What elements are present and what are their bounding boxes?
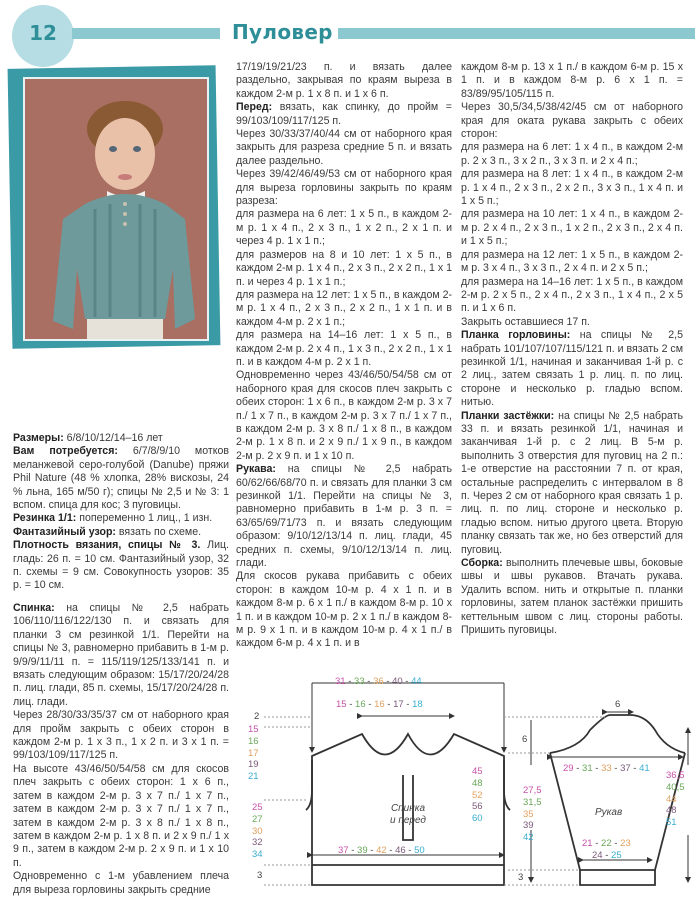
size-value: 56 xyxy=(472,801,483,813)
size-value: 42 xyxy=(376,845,387,856)
separator: - xyxy=(367,845,377,856)
fancy-pattern-label: Фантазийный узор: xyxy=(13,525,116,538)
size-value: 46 xyxy=(395,845,406,856)
size-value: 36 xyxy=(373,676,384,687)
shoulder-drop-value: 2 xyxy=(254,711,260,722)
front-label: Перед: xyxy=(236,101,273,114)
size-value: 44 xyxy=(411,676,422,687)
size-value: 24 xyxy=(592,850,603,861)
size-value: 27,5 xyxy=(523,785,542,796)
sleeves-text: на спицы № 2,5 набрать 60/62/66/68/70 п. и связать для планки 3 см резинкой 1/1. Перейти на спицы № 3, равномерно прибавить в 1-м р. 3 п. = 63/65/69/71/73 п. и вязать следующим образом: 9/10/12/13/14 п. лиц. глади, 45 средних п. схемы, 9/10/12/13/14 п. лиц. глади. xyxy=(236,463,452,570)
placket-label: Планки застёжки: xyxy=(461,409,555,422)
rib-label: Резинка 1/1: xyxy=(13,512,77,525)
size-value: 34 xyxy=(252,849,263,861)
size-value: 21 xyxy=(248,771,259,783)
size-value: 23 xyxy=(620,838,631,849)
neckband-label: Планка горловины: xyxy=(461,329,571,342)
body-rib-value: 3 xyxy=(257,870,263,881)
size-value: 39 xyxy=(357,845,368,856)
side-length-values xyxy=(252,802,263,861)
size-value: 39 xyxy=(523,820,534,832)
size-value: 17 xyxy=(248,747,259,759)
separator: - xyxy=(602,850,612,861)
schematic-lines xyxy=(240,670,695,905)
size-value: 30 xyxy=(252,825,263,837)
gauge-label: Плотность вязания, спицы № 3. xyxy=(13,539,201,552)
size-value: 37 xyxy=(338,845,349,856)
cap-size12-text: для размера на 12 лет: 1 х 5 п., в каждом 2-м р. 3 х 4 п., 3 х 3 п., 2 х 4 п. и 2 х 5 п.; xyxy=(461,248,683,275)
cap-size10-text: для размера на 10 лет: 1 х 4 п., в каждом 2-м р. 2 х 4 п., 2 х 3 п., 1 х 2 п., 2 х 3 п., 2 х 4 п. и 1 х 5 п.; xyxy=(461,208,683,248)
size-value: 31,5 xyxy=(523,796,542,808)
body-top-width xyxy=(335,676,422,688)
separator: - xyxy=(630,763,640,774)
size-value: 35 xyxy=(523,808,534,820)
separator: - xyxy=(345,676,355,687)
separator: - xyxy=(384,699,394,710)
size-value: 15 xyxy=(248,724,259,735)
header-bar-right xyxy=(338,28,695,39)
separator: - xyxy=(346,699,356,710)
size-value: 27 xyxy=(252,813,263,825)
back-armhole-text: Через 28/30/33/35/37 см от наборного края для пройм закрыть с обеих сторон в каждом 2-м р. 1 х 3 п., 1 х 2 п. и 3 х 1 п. = 99/103/109/117/125 п. xyxy=(13,709,229,762)
total-length-values xyxy=(472,766,483,825)
separator: - xyxy=(402,676,412,687)
schematic-diagram xyxy=(240,670,695,905)
separator: - xyxy=(405,845,415,856)
assembly-label: Сборка: xyxy=(461,557,503,570)
back-section xyxy=(13,602,229,897)
size-value: 37 xyxy=(620,763,631,774)
size-value: 15 xyxy=(336,699,347,710)
neckband-text: на спицы № 2,5 набрать 101/107/107/115/121 п. и вязать 2 см резинкой 1/1, начиная и заканчивая 1-й р. с 2 лиц., затем связать 1 р. лиц. п. по лиц. стороне и несколько р. гладью вспом. нитью. xyxy=(461,329,683,409)
size-value: 48 xyxy=(666,805,677,817)
size-value: 41 xyxy=(639,763,650,774)
front-sleeve-section xyxy=(236,61,452,651)
sizes-label: Размеры: xyxy=(13,432,64,444)
size-value: 51 xyxy=(666,817,677,829)
size-value: 29 xyxy=(563,763,574,774)
separator: - xyxy=(386,845,396,856)
separator: - xyxy=(348,845,358,856)
size-value: 25 xyxy=(252,802,263,813)
size-value: 48 xyxy=(472,777,483,789)
size-value: 52 xyxy=(472,789,483,801)
armhole-depth-values xyxy=(248,724,259,783)
front-neck-text: Через 39/42/46/49/53 см от наборного края для выреза горловины закрыть по краям разреза: xyxy=(236,168,452,208)
size-value: 16 xyxy=(248,735,259,747)
size-value: 42 xyxy=(523,832,534,844)
size-value: 17 xyxy=(393,699,404,710)
separator: - xyxy=(592,838,602,849)
cap-size14-16-text: для размера на 14–16 лет: 1 х 5 п., в каждом 2-м р. 2 х 5 п., 2 х 4 п., 2 х 3 п., 1 х 4 п., 2 х 5 п. и 1 х 6 п. xyxy=(461,275,683,315)
size-value: 33 xyxy=(601,763,612,774)
size-value: 40,5 xyxy=(666,781,685,793)
materials-label: Вам потребуется: xyxy=(13,445,118,458)
body-label-line2: и перед xyxy=(390,814,426,826)
sleeve-increase-continued: каждом 8-м р. 13 х 1 п./ в каждом 6-м р. 15 х 1 п. и в каждом 8-м р. 6 х 1 п. = 83/89/95/105/115 п. xyxy=(461,61,683,100)
size-value: 25 xyxy=(611,850,622,861)
materials-section xyxy=(13,432,229,593)
back-neck-text: Одновременно с 1-м убавлением плеча для выреза горловины закрыть средние xyxy=(13,870,229,896)
sleeves-label: Рукава: xyxy=(236,463,276,476)
size-value: 50 xyxy=(414,845,425,856)
size-value: 45 xyxy=(472,766,483,777)
sizes-text: 6/8/10/12/14–16 лет xyxy=(63,432,163,444)
separator: - xyxy=(573,763,583,774)
rib-text: попеременно 1 лиц., 1 изн. xyxy=(76,512,213,525)
size-value: 32 xyxy=(252,837,263,849)
separator: - xyxy=(592,763,602,774)
size-value: 36,5 xyxy=(666,770,685,781)
separator: - xyxy=(365,699,375,710)
photo-image xyxy=(23,77,209,341)
body-label-line1: Спинка xyxy=(390,803,426,814)
sleeve-to-cap-values xyxy=(523,785,542,844)
back-text: на спицы № 2,5 набрать 106/110/116/122/130 п. и связать для планки 3 см резинкой 1/1. Перейти на спицы № 3, равномерно прибавить в 1-м р. 9/9/9/11/11 п. = 115/119/125/133/141 п. и вязать следующим образом: 15/17/20/24/28 п. лиц. глади, 85 п. схемы, 15/17/20/24/28 п. лиц. глади. xyxy=(13,602,229,708)
sleeve-length-values xyxy=(666,770,685,829)
sleeve-cap-height-value: 6 xyxy=(522,734,528,745)
body-neck-width xyxy=(336,699,423,711)
separator: - xyxy=(364,676,374,687)
sleeve-upper-width xyxy=(563,763,650,775)
sleeve-cuff-width-1 xyxy=(582,838,631,850)
size-value: 44 xyxy=(666,793,677,805)
front-slit-text: Через 30/33/37/40/44 см от наборного края закрыть для разреза средние 5 п. и вязать далее раздельно. xyxy=(236,128,452,167)
front-text: вязать, как спинку, до пройм = 99/103/109/117/125 п. xyxy=(236,101,452,127)
back-label: Спинка: xyxy=(13,602,55,614)
body-piece-label xyxy=(368,803,448,827)
front-shoulder-text: Одновременно через 43/46/50/54/58 см от наборного края для скосов плеч закрыть с обеих сторон: 1 х 6 п., в каждом 2-м р. 3 х 7 п./ 1 х 7 п., в каждом 2-м р. 3 х 7 п./ 1 х 7 п., в каждом 2-м р. 3 х 8 п./ 1 х 8 п., в каждом 2-м р. 1 х 8 п. и 2 х 9 п./ 1 х 9 п., в каждом 2-м р. 2 х 9 п. и 1 х 10 п. xyxy=(236,369,452,462)
assembly-text: выполнить плечевые швы, боковые швы и швы рукавов. Втачать рукава. Удалить вспом. нить и открытые п. планки горловины, затем планок застёжки пришить кеттельным швом с лиц. стороны работы. Пришить пуговицы. xyxy=(461,557,683,637)
size-value: 19 xyxy=(248,759,259,771)
size-value: 31 xyxy=(582,763,593,774)
bind-off-text: Закрыть оставшиеся 17 п. xyxy=(461,315,590,328)
size-value: 16 xyxy=(374,699,385,710)
sleeve-piece-label: Рукав xyxy=(595,807,623,818)
front-size8-10-text: для размеров на 8 и 10 лет: 1 х 5 п., в каждом 2-м р. 1 х 4 п., 2 х 3 п., 2 х 2 п., 1 х 1 п. и через 4 р. 1 х 1 п.; xyxy=(236,248,452,288)
front-size6-text: для размера на 6 лет: 1 х 5 п., в каждом 2-м р. 1 х 4 п., 2 х 3 п., 1 х 2 п., 2 х 1 п. и через 4 р. 1 х 1 п.; xyxy=(236,208,452,248)
separator: - xyxy=(611,763,621,774)
body-bottom-width xyxy=(338,845,425,857)
size-value: 33 xyxy=(354,676,365,687)
size-value: 21 xyxy=(582,838,593,849)
size-value: 22 xyxy=(601,838,612,849)
front-size14-16-text: для размера на 14–16 лет: 1 х 5 п., в каждом 2-м р. 2 х 4 п., 1 х 3 п., 2 х 2 п., 1 х 1 п. и в каждом 4-м р. 2 х 1 п. xyxy=(236,329,452,368)
page-title: Пуловер xyxy=(232,20,333,44)
cap-size8-text: для размера на 8 лет: 1 х 4 п., в каждом 2-м р. 1 х 4 п., 2 х 3 п., 2 х 2 п., 3 х 3 п., 1 х 4 п. и 1 х 5 п.; xyxy=(461,168,683,208)
cap-size6-text: для размера на 6 лет: 1 х 4 п., в каждом 2-м р. 2 х 3 п., 3 х 2 п., 3 х 3 п. и 2 х 4 п.; xyxy=(461,141,683,167)
separator: - xyxy=(383,676,393,687)
separator: - xyxy=(403,699,413,710)
size-value: 60 xyxy=(472,813,483,825)
product-photo xyxy=(10,67,218,347)
page-number: 12 xyxy=(29,21,57,45)
sleeve-cuff-width-2 xyxy=(592,850,622,862)
gauge-text: Лиц. гладь: 26 п. = 10 см. Фантазийный узор, 32 п. схемы = 9 см. Совокупность узоров: 35 р. = 10 см. xyxy=(13,539,229,592)
fancy-pattern-text: вязать по схеме. xyxy=(115,525,202,538)
page-header xyxy=(0,0,695,56)
size-value: 16 xyxy=(355,699,366,710)
boy-sweater-illustration xyxy=(25,79,207,339)
sleeve-rib-value: 3 xyxy=(518,872,524,883)
back-shoulder-text: На высоте 43/46/50/54/58 см для скосов плеч закрыть с обеих сторон: 1 х 6 п., затем в каждом 2-м р. 3 х 7 п./ 1 х 7 п., затем в каждом 2-м р. 3 х 7 п./ 1 х 7 п., затем в каждом 2-м р. 3 х 8 п./ 1 х 8 п., затем в каждом 2-м р. 1 х 8 п. и 2 х 9 п./ 1 х 9 п., затем в каждом 2-м р. 2 х 9 п. и 1 х 10 п. xyxy=(13,762,229,869)
header-bar-left xyxy=(72,28,220,39)
finishing-section xyxy=(461,61,683,637)
sleeve-cap-top-value: 6 xyxy=(615,699,621,710)
sleeve-cap-text: Через 30,5/34,5/38/42/45 см от наборного края для оката рукава закрыть с обеих сторон: xyxy=(461,101,683,141)
page-number-badge xyxy=(12,5,74,67)
materials-text: 6/7/8/9/10 мотков меланжевой серо-голубой (Danube) пряжи Phil Nature (48 % хлопка, 28% вискозы, 24 % льна, 165 м/50 г); спицы № 2,5 и № 3: 1 вспом. спица для кос; 3 пуговицы. xyxy=(13,445,229,512)
size-value: 40 xyxy=(392,676,403,687)
size-value: 31 xyxy=(335,676,346,687)
back-neck-continued: 17/19/19/21/23 п. и вязать далее раздельно, закрывая по краям выреза в каждом 2-м р. 1 х 8 п. и 1 х 6 п. xyxy=(236,61,452,100)
placket-text: на спицы № 2,5 набрать 33 п. и вязать резинкой 1/1, начиная и заканчивая 1-й р. с 2 лиц. В 5-м р. выполнить 3 отверстия для пуговиц на 2 п.: 1-е отверстие на расстоянии 7 п. от края, остальные распределить с интервалом в 8 п. Через 2 см от наборного края связать 1 р. лиц. п. по лиц. стороне и несколько р. гладью вспом. нитью другого цвета. Вторую планку связать так же, но без отверстий для пуговиц. xyxy=(461,409,683,556)
sleeve-increase-text: Для скосов рукава прибавить с обеих сторон: в каждом 10-м р. 4 х 1 п. и в каждом 8-м р. 6 х 1 п./ в каждом 8-м р. 10 х 1 п. и в каждом 10-м р. 2 х 1 п./ в каждом 8-м р. 9 х 1 п. и в каждом 10-м р. 4 х 1 п./ в каждом 6-м р. 4 х 1 п. и в xyxy=(236,570,452,650)
front-size12-text: для размера на 12 лет: 1 х 5 п., в каждом 2-м р. 1 х 4 п., 2 х 3 п., 2 х 2 п., 1 х 1 п. и в каждом 4-м р. 2 х 1 п.; xyxy=(236,288,452,328)
size-value: 18 xyxy=(412,699,423,710)
separator: - xyxy=(611,838,621,849)
